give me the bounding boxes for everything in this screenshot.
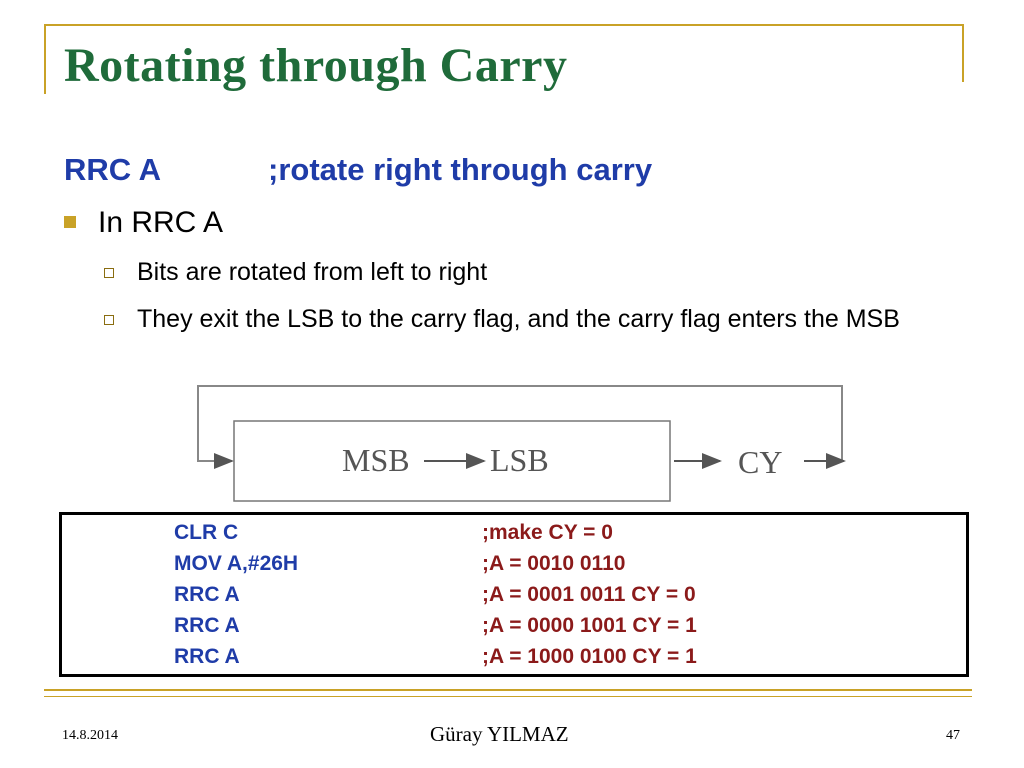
lsb-label: LSB: [490, 442, 549, 478]
square-bullet-icon: [64, 216, 76, 228]
code-instruction: RRC A: [174, 583, 240, 606]
slide-title: Rotating through Carry: [64, 39, 568, 92]
frame-left-line: [44, 24, 46, 94]
sub-bullet-text: Bits are rotated from left to right: [137, 258, 488, 286]
code-line: [174, 645, 954, 676]
sub-bullet-text: They exit the LSB to the carry flag, and the carry flag enters the MSB: [137, 305, 900, 333]
frame-right-line: [962, 24, 964, 82]
code-instruction: CLR C: [174, 521, 239, 544]
code-line: [174, 552, 954, 583]
footer-rule: [44, 696, 972, 697]
sub-bullet-item: [104, 255, 904, 289]
hollow-square-bullet-icon: [104, 268, 114, 278]
code-comment: ;A = 0001 0011 CY = 0: [482, 583, 696, 606]
subheading-instruction: RRC A: [64, 152, 162, 187]
code-instruction: MOV A,#26H: [174, 552, 299, 575]
code-line: [174, 614, 954, 645]
subheading: [64, 152, 652, 188]
sub-bullet-item: [104, 302, 904, 336]
rotate-diagram: [190, 378, 860, 508]
msb-label: MSB: [342, 442, 410, 478]
code-comment: ;make CY = 0: [482, 521, 613, 544]
bullet-text: In RRC A: [98, 206, 224, 239]
code-comment: ;A = 0010 0110: [482, 552, 626, 575]
code-instruction: RRC A: [174, 645, 240, 668]
hollow-square-bullet-icon: [104, 315, 114, 325]
code-comment: ;A = 0000 1001 CY = 1: [482, 614, 697, 637]
cy-label: CY: [738, 444, 783, 480]
subheading-comment: ;rotate right through carry: [268, 152, 653, 187]
code-box: [59, 512, 969, 677]
footer-author: Güray YILMAZ: [430, 722, 569, 746]
code-comment: ;A = 1000 0100 CY = 1: [482, 645, 697, 668]
footer-date: 14.8.2014: [62, 728, 118, 743]
bullet-item: [64, 206, 223, 240]
code-instruction: RRC A: [174, 614, 240, 637]
footer-rule: [44, 689, 972, 691]
frame-top-line: [44, 24, 964, 26]
code-line: [174, 583, 954, 614]
code-line: [174, 521, 954, 552]
page-number: 47: [946, 728, 960, 743]
